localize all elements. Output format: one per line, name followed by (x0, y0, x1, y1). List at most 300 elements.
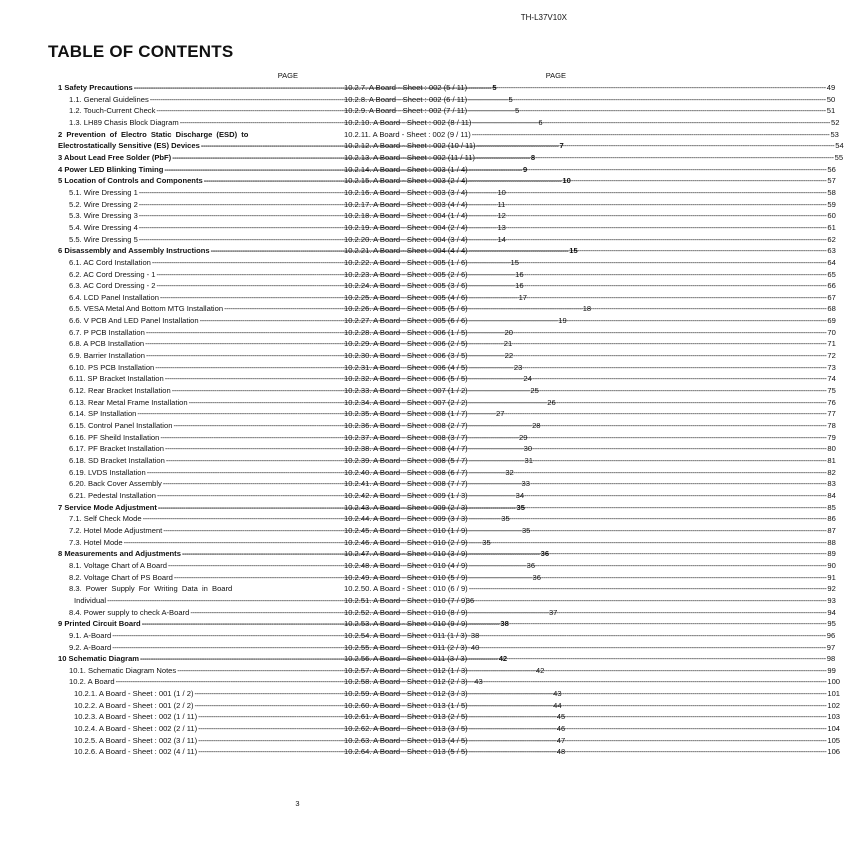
toc-entry-page: 11 (497, 199, 506, 209)
toc-entry-label: 6.21. Pedestal Installation (69, 490, 156, 500)
toc-entry-page: 13 (497, 222, 506, 232)
dot-leader (469, 327, 827, 339)
toc-entry-page: 12 (497, 211, 506, 221)
toc-entry[interactable] (341, 467, 836, 479)
toc-entry[interactable] (341, 94, 836, 106)
toc-entry-label: 10.2.25. A Board - Sheet : 005 (4 / 6) (344, 292, 468, 302)
toc-entry-label: 10.2.59. A Board - Sheet : 012 (3 / 3) (344, 689, 468, 699)
dot-leader (469, 502, 827, 514)
toc-right-column (341, 70, 844, 758)
dot-leader (469, 513, 827, 525)
toc-entry-label: 10.2.6. A Board - Sheet : 002 (4 / 11) (74, 747, 198, 757)
toc-entry-page: 32 (505, 467, 514, 477)
toc-entry[interactable] (341, 187, 836, 199)
toc-entry-label: 10.2.46. A Board - Sheet : 010 (2 / 9) (344, 537, 468, 547)
dot-leader (469, 269, 827, 281)
toc-entry-label: Electrostatically Sensitive (ES) Devices (58, 141, 200, 151)
toc-entry[interactable] (341, 443, 836, 455)
toc-entry[interactable] (341, 525, 836, 537)
toc-entry-page: 43 (553, 689, 562, 699)
toc-entry-page: 17 (518, 292, 528, 302)
dot-leader (469, 525, 827, 537)
toc-entry-page: 19 (558, 316, 567, 326)
toc-entry-page: 77 (827, 409, 836, 419)
toc-entry[interactable] (341, 595, 836, 607)
toc-entry-page: 83 (827, 479, 836, 489)
dot-leader (469, 303, 827, 315)
toc-entry-label: 7.2. Hotel Mode Adjustment (69, 525, 163, 535)
toc-entry-page: 10 (562, 176, 571, 186)
toc-entry-page: 57 (827, 176, 836, 186)
toc-entry[interactable] (341, 152, 844, 164)
toc-entry-page: 82 (827, 467, 836, 477)
page-column-label: PAGE (545, 71, 566, 80)
toc-entry-page: 85 (827, 502, 836, 512)
toc-entry-label: 7 Service Mode Adjustment (58, 502, 157, 512)
toc-entry-label: 6 Disassembly and Assembly Instructions (58, 246, 210, 256)
toc-entry-label: 1.3. LH89 Chasis Block Diagram (69, 117, 179, 127)
toc-entry-page: 36 (532, 572, 541, 582)
toc-entry-page: 5 (508, 94, 513, 104)
toc-entry-label: 7.1. Self Check Mode (69, 514, 142, 524)
toc-entry-page: 76 (827, 397, 836, 407)
toc-entry[interactable] (341, 572, 836, 584)
toc-entry-label: 5.4. Wire Dressing 4 (69, 222, 138, 232)
toc-entry[interactable] (341, 478, 836, 490)
toc-entry-label: 10.2.4. A Board - Sheet : 002 (2 / 11) (74, 724, 198, 734)
toc-entry-label: 6.16. PF Sheild Installation (69, 432, 160, 442)
dot-leader (469, 315, 827, 327)
toc-entry-label: 10.2.39. A Board - Sheet : 008 (5 / 7) (344, 456, 468, 465)
toc-entry[interactable] (341, 199, 836, 211)
toc-entry-label: 10.2.30. A Board - Sheet : 006 (3 / 5) (344, 351, 468, 361)
toc-entry-label: 10.2.47. A Board - Sheet : 010 (3 / 9) (344, 549, 468, 559)
toc-entry-page: 26 (547, 397, 556, 407)
toc-entry-label: Individual (74, 595, 107, 605)
toc-entry[interactable] (341, 222, 836, 234)
toc-entry-label: 10.2.42. A Board - Sheet : 009 (1 / 3) (344, 490, 468, 500)
toc-entry-label: 6.10. PS PCB Installation (69, 362, 155, 372)
toc-entry-page: 81 (827, 456, 836, 465)
toc-entry-page: 97 (826, 642, 836, 652)
toc-entry-page: 49 (826, 83, 836, 92)
dot-leader (469, 245, 827, 257)
toc-entry[interactable] (341, 688, 841, 700)
toc-entry-page: 10 (497, 187, 506, 197)
toc-entry-label: 10.2.11. A Board - Sheet : 002 (9 / 11) (344, 129, 471, 139)
toc-entry-label: 10.2.26. A Board - Sheet : 005 (5 / 6) (344, 304, 468, 314)
toc-entry-page: 38 (500, 619, 509, 629)
toc-entry-label: 10.2.24. A Board - Sheet : 005 (3 / 6) (344, 281, 468, 291)
toc-entry[interactable] (341, 140, 844, 152)
toc-entry-page: 89 (827, 549, 836, 559)
toc-entry[interactable] (341, 362, 836, 374)
toc-entry-page: 66 (827, 281, 836, 291)
toc-entry-label: 10.2.31. A Board - Sheet : 006 (4 / 5) (344, 362, 468, 372)
toc-entry-label: 10.2.9. A Board - Sheet : 002 (7 / 11) (344, 106, 468, 116)
toc-entry-page: 6 (538, 117, 543, 127)
toc-entry-label: 10.2.29. A Board - Sheet : 006 (2 / 5) (344, 339, 468, 349)
toc-entry-page: 29 (518, 432, 528, 442)
toc-entry-label: 10.2.27. A Board - Sheet : 005 (6 / 6) (344, 316, 468, 326)
toc-entry-label: 10.2.32. A Board - Sheet : 006 (5 / 5) (344, 374, 468, 384)
toc-entry-label: 6.19. LVDS Installation (69, 467, 146, 477)
toc-entry-label: 10.2.3. A Board - Sheet : 002 (1 / 11) (74, 712, 198, 722)
dot-leader (477, 140, 835, 152)
toc-entry-page: 61 (827, 222, 836, 232)
toc-entry[interactable] (341, 117, 840, 129)
toc-entry[interactable] (341, 397, 836, 409)
toc-entry-page: 105 (827, 735, 841, 745)
dot-leader (469, 280, 827, 292)
dot-leader (468, 94, 826, 106)
toc-entry-page: 101 (827, 689, 841, 699)
toc-entry-label: 10.2.7. A Board - Sheet : 002 (5 / 11) (344, 83, 468, 92)
toc-entry-page: 59 (827, 199, 836, 209)
toc-entry[interactable] (341, 432, 836, 444)
toc-entry-label: 10.2.60. A Board - Sheet : 013 (1 / 5) (344, 700, 468, 710)
toc-entry[interactable] (341, 676, 841, 688)
toc-entry-label: 6.8. A PCB Installation (69, 339, 145, 349)
toc-entry[interactable] (58, 129, 298, 141)
toc-entry-page: 104 (827, 724, 841, 734)
toc-entry-page: 67 (827, 292, 836, 302)
toc-entry-label: 10.2.43. A Board - Sheet : 009 (2 / 3) (344, 502, 468, 512)
toc-entry-page: 84 (827, 490, 836, 500)
toc-entry-page: 24 (523, 374, 532, 384)
toc-entry[interactable] (341, 234, 836, 246)
dot-leader (469, 175, 827, 187)
dot-leader (469, 199, 827, 211)
toc-entry[interactable] (341, 269, 836, 281)
toc-entry-page: 68 (827, 304, 836, 314)
toc-entry[interactable] (341, 408, 836, 420)
toc-entry-label: 10.2.22. A Board - Sheet : 005 (1 / 6) (344, 257, 468, 267)
toc-entry[interactable] (341, 548, 836, 560)
toc-entry-page: 36 (526, 560, 536, 570)
toc-entry-page: 45 (556, 712, 566, 722)
dot-leader (469, 700, 827, 712)
toc-entry-label: 10.2.64. A Board - Sheet : 013 (5 / 5) (344, 747, 468, 757)
toc-entry-page: 70 (827, 327, 836, 337)
toc-entry[interactable] (341, 746, 841, 758)
dot-leader (469, 560, 827, 572)
toc-entry[interactable] (341, 315, 836, 327)
dot-leader (468, 653, 826, 665)
toc-entry[interactable] (341, 175, 836, 187)
toc-entry-page: 98 (826, 654, 836, 664)
toc-entry[interactable] (341, 723, 841, 735)
toc-entry[interactable] (341, 292, 836, 304)
toc-entry-page: 33 (521, 479, 530, 489)
toc-entry-label: 10.2.63. A Board - Sheet : 013 (4 / 5) (344, 735, 468, 745)
dot-leader (469, 455, 827, 467)
dot-leader (468, 642, 826, 654)
toc-entry-label: 6.2. AC Cord Dressing - 1 (69, 269, 156, 279)
toc-entry[interactable] (58, 583, 298, 595)
toc-entry-label: 1.2. Touch-Current Check (69, 106, 156, 116)
toc-entry-page: 46 (556, 724, 566, 734)
toc-entry[interactable] (341, 257, 836, 269)
toc-entry-page: 86 (827, 514, 836, 524)
toc-entry-label: 10.2.2. A Board - Sheet : 001 (2 / 2) (74, 700, 194, 710)
dot-leader (469, 187, 827, 199)
toc-entry-page: 92 (827, 584, 836, 594)
dot-leader (469, 222, 827, 234)
toc-entry-label: 10.2.10. A Board - Sheet : 002 (8 / 11) (344, 117, 472, 127)
dot-leader (469, 362, 827, 374)
toc-entry-page: 56 (827, 164, 836, 174)
toc-entry-page: 60 (827, 211, 836, 221)
toc-entry-label: 6.15. Control Panel Installation (69, 421, 173, 431)
toc-entry-page: 47 (556, 735, 566, 745)
toc-entry[interactable] (341, 490, 836, 502)
dot-leader (469, 595, 827, 607)
toc-entry-label: 10.2.5. A Board - Sheet : 002 (3 / 11) (74, 735, 198, 745)
toc-entry[interactable] (341, 327, 836, 339)
toc-entry-label: 6.17. PF Bracket Installation (69, 444, 164, 454)
dot-leader (469, 234, 827, 246)
toc-entry[interactable] (341, 373, 836, 385)
toc-entry[interactable] (341, 338, 836, 350)
toc-entry[interactable] (341, 82, 836, 94)
toc-entry[interactable] (341, 700, 841, 712)
toc-entry-label: 10.2.44. A Board - Sheet : 009 (3 / 3) (344, 514, 468, 524)
toc-entry-page: 91 (827, 572, 836, 582)
toc-entry-label: 8.1. Voltage Chart of A Board (69, 560, 167, 570)
toc-entry-page: 35 (521, 525, 531, 535)
toc-entry-page: 62 (827, 234, 836, 244)
toc-entry-page: 7 (559, 141, 564, 151)
toc-entry-label: 10.2.54. A Board - Sheet : 011 (1 / 3) (344, 630, 468, 640)
toc-entry-label: 10.2.55. A Board - Sheet : 011 (2 / 3) (344, 642, 468, 652)
toc-entry-label: 1.1. General Guidelines (69, 94, 149, 104)
toc-entry[interactable] (341, 560, 836, 572)
toc-entry-page: 100 (827, 677, 841, 687)
dot-leader (469, 478, 827, 490)
toc-entry[interactable] (341, 502, 836, 514)
toc-entry-page: 28 (532, 421, 541, 431)
toc-entry-page: 38 (470, 630, 480, 640)
toc-entry-page: 8 (530, 152, 536, 162)
toc-entry-label: 10.2.12. A Board - Sheet : 002 (10 / 11) (344, 141, 476, 151)
dot-leader (469, 607, 827, 619)
toc-entry-page: 55 (834, 152, 844, 162)
dot-leader (469, 548, 827, 560)
dot-leader (468, 630, 826, 642)
toc-entry-page: 21 (503, 339, 513, 349)
dot-leader (469, 420, 827, 432)
dot-leader (472, 129, 830, 141)
toc-entry[interactable] (341, 420, 836, 432)
dot-leader (469, 408, 827, 420)
toc-entry-page: 54 (835, 141, 844, 151)
toc-entry-page: 37 (548, 607, 558, 617)
toc-entry-label: 6.14. SP Installation (69, 409, 137, 419)
toc-entry-page: 5 (492, 83, 497, 92)
toc-entry[interactable] (341, 665, 836, 677)
toc-entry-page: 73 (827, 362, 836, 372)
toc-entry-page: 63 (827, 246, 836, 256)
toc-entry-label: 8.2. Voltage Chart of PS Board (69, 572, 173, 582)
toc-entry-page: 93 (827, 595, 836, 605)
toc-entry-page: 25 (530, 386, 539, 396)
toc-entry-page: 14 (497, 234, 506, 244)
toc-entry-label: 6.12. Rear Bracket Installation (69, 386, 171, 396)
toc-entry-page: 53 (830, 129, 839, 139)
toc-entry-page: 65 (827, 269, 836, 279)
toc-entry-page: 16 (515, 269, 524, 279)
toc-entry[interactable] (341, 513, 836, 525)
toc-entry-label: 10.2.53. A Board - Sheet : 010 (9 / 9) (344, 619, 468, 629)
dot-leader (469, 350, 827, 362)
toc-right-list (341, 82, 844, 758)
toc-entry[interactable] (341, 583, 836, 595)
toc-entry-label: 10.2.38. A Board - Sheet : 008 (4 / 7) (344, 444, 468, 454)
toc-entry-label: 10.2.17. A Board - Sheet : 003 (4 / 4) (344, 199, 468, 209)
dot-leader (469, 688, 827, 700)
toc-entry[interactable] (341, 105, 836, 117)
toc-entry[interactable] (341, 537, 836, 549)
toc-entry-label: 4 Power LED Blinking Timing (58, 164, 164, 174)
toc-entry-label: 10.2.52. A Board - Sheet : 010 (8 / 9) (344, 607, 468, 617)
toc-entry-label: 10.2.8. A Board - Sheet : 002 (6 / 11) (344, 94, 468, 104)
toc-entry-page: 31 (524, 456, 533, 465)
dot-leader (469, 676, 827, 688)
dot-leader (468, 105, 826, 117)
toc-entry[interactable] (341, 350, 836, 362)
page-number: 3 (295, 799, 300, 808)
toc-entry-label: 10.2.48. A Board - Sheet : 010 (4 / 9) (344, 560, 468, 570)
toc-entry-page: 102 (827, 700, 841, 710)
toc-entry-page: 36 (465, 595, 475, 605)
toc-entry-page: 42 (498, 654, 508, 664)
document-model-number: TH-L37V10X (520, 13, 567, 22)
toc-entry-page: 80 (827, 444, 836, 454)
toc-entry-page: 44 (553, 700, 562, 710)
dot-leader (469, 583, 827, 595)
dot-leader (469, 537, 827, 549)
dot-leader (469, 385, 827, 397)
toc-entry-label: 10.2.18. A Board - Sheet : 004 (1 / 4) (344, 211, 468, 221)
toc-entry-label: 8.3. Power Supply For Writing Data in Board (69, 584, 233, 594)
toc-entry-page: 71 (827, 339, 836, 349)
dot-leader (469, 443, 827, 455)
toc-entry-label: 10.2.35. A Board - Sheet : 008 (1 / 7) (344, 409, 468, 419)
toc-entry-label: 5.3. Wire Dressing 3 (69, 211, 138, 221)
toc-entry[interactable] (341, 711, 841, 723)
toc-entry-page: 35 (501, 514, 510, 524)
toc-entry-page: 48 (556, 747, 566, 757)
toc-entry-label: 10.2.45. A Board - Sheet : 010 (1 / 9) (344, 525, 468, 535)
toc-entry-page: 74 (827, 374, 836, 384)
toc-entry-page: 50 (826, 94, 836, 104)
toc-entry-page: 69 (827, 316, 836, 326)
toc-entry-label: 5.1. Wire Dressing 1 (69, 187, 138, 197)
toc-entry-label: 5.5. Wire Dressing 5 (69, 234, 138, 244)
toc-entry-page: 78 (827, 421, 836, 431)
toc-entry-page: 106 (827, 747, 841, 757)
toc-entry-page: 20 (504, 327, 513, 337)
dot-leader (469, 572, 827, 584)
toc-entry-label: 10.2.20. A Board - Sheet : 004 (3 / 4) (344, 234, 468, 244)
toc-entry-label: 10.2.36. A Board - Sheet : 008 (2 / 7) (344, 421, 468, 431)
toc-entry-label: 10.2.50. A Board - Sheet : 010 (6 / 9) (344, 584, 468, 594)
toc-entry-page: 9 (522, 164, 528, 174)
toc-entry-label: 10.2.62. A Board - Sheet : 013 (3 / 5) (344, 724, 468, 734)
toc-entry-label: 10.2.28. A Board - Sheet : 006 (1 / 5) (344, 327, 468, 337)
toc-entry[interactable] (341, 280, 836, 292)
toc-entry-label: 6.18. SD Bracket Installation (69, 456, 165, 465)
toc-entry-page: 16 (515, 281, 524, 291)
toc-entry-label: 6.3. AC Cord Dressing - 2 (69, 281, 156, 291)
toc-entry-label: 6.9. Barrier Installation (69, 351, 145, 361)
toc-entry[interactable] (341, 210, 836, 222)
dot-leader (469, 618, 827, 630)
toc-entry-label: 10.2.23. A Board - Sheet : 005 (2 / 6) (344, 269, 468, 279)
toc-entry-page: 18 (582, 304, 592, 314)
toc-entry-label: 10.2.19. A Board - Sheet : 004 (2 / 4) (344, 222, 468, 232)
toc-entry[interactable] (341, 618, 836, 630)
toc-entry[interactable] (341, 642, 836, 654)
toc-entry-page: 51 (826, 106, 836, 116)
dot-leader (469, 338, 827, 350)
toc-entry-page: 43 (474, 677, 483, 687)
toc-entry-label: 10.2.21. A Board - Sheet : 004 (4 / 4) (344, 246, 468, 256)
toc-entry[interactable] (341, 630, 836, 642)
toc-entry-page: 87 (827, 525, 836, 535)
page-title: TABLE OF CONTENTS (48, 42, 234, 61)
toc-entry[interactable] (341, 129, 839, 141)
dot-leader (469, 735, 827, 747)
toc-entry-page: 99 (827, 665, 836, 675)
toc-entry-page: 90 (827, 560, 836, 570)
toc-entry[interactable] (341, 455, 836, 467)
toc-entry[interactable] (341, 735, 841, 747)
dot-leader (469, 490, 827, 502)
dot-leader (469, 665, 827, 677)
toc-entry-label: 6.4. LCD Panel Installation (69, 292, 159, 302)
toc-entry-page: 30 (523, 444, 533, 454)
toc-entry-label: 3 About Lead Free Solder (PbF) (58, 152, 172, 162)
toc-entry-label: 9 Printed Circuit Board (58, 619, 141, 629)
toc-entry-label: 5 Location of Controls and Components (58, 176, 203, 186)
toc-entry-label: 6.20. Back Cover Assembly (69, 479, 162, 489)
toc-entry-label: 5.2. Wire Dressing 2 (69, 199, 138, 209)
toc-entry-page: 94 (827, 607, 836, 617)
toc-entry[interactable] (341, 653, 836, 665)
toc-entry-label: 1 Safety Precautions (58, 83, 133, 92)
toc-entry-label: 10.2.37. A Board - Sheet : 008 (3 / 7) (344, 432, 468, 442)
toc-entry[interactable] (341, 164, 836, 176)
toc-entry-page: 52 (831, 117, 840, 127)
toc-entry-page: 35 (516, 502, 525, 512)
toc-entry-label: 6.1. AC Cord Installation (69, 257, 151, 267)
toc-entry-label: 8.4. Power supply to check A-Board (69, 607, 190, 617)
dot-leader (469, 292, 827, 304)
toc-entry[interactable] (341, 385, 836, 397)
toc-entry-label: 6.11. SP Bracket Installation (69, 374, 164, 384)
toc-entry[interactable] (341, 607, 836, 619)
toc-entry-label: 10.2.14. A Board - Sheet : 003 (1 / 4) (344, 164, 468, 174)
toc-entry-label: 10.2.15. A Board - Sheet : 003 (2 / 4) (344, 176, 468, 186)
dot-leader (469, 210, 827, 222)
toc-entry-label: 10.2.57. A Board - Sheet : 012 (1 / 3) (344, 665, 468, 675)
dot-leader (469, 467, 827, 479)
toc-entry-label: 9.1. A-Board (69, 630, 112, 640)
toc-entry-page: 96 (826, 630, 836, 640)
toc-entry-label: 10.2.34. A Board - Sheet : 007 (2 / 2) (344, 397, 468, 407)
